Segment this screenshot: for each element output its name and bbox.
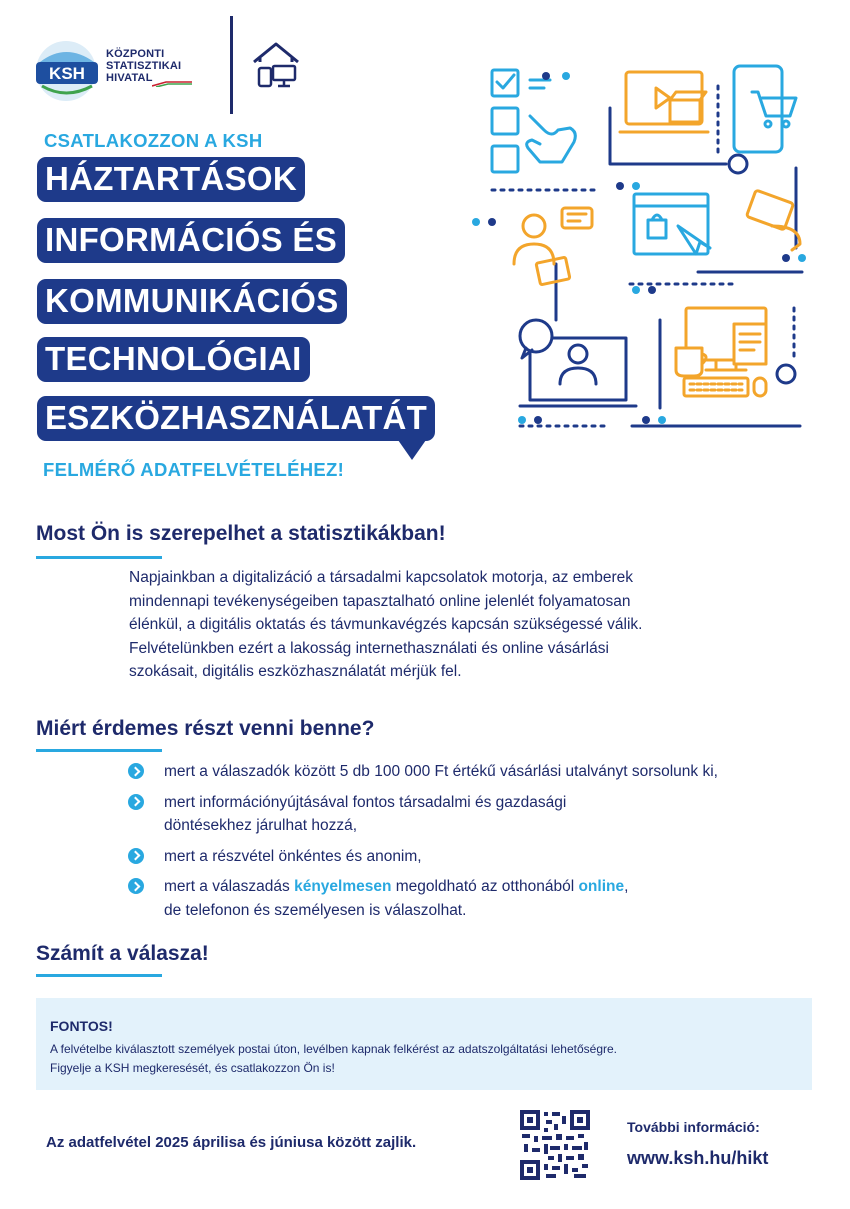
chevron-right-icon xyxy=(128,763,144,779)
title-subkicker: FELMÉRŐ ADATFELVÉTELÉHEZ! xyxy=(43,459,345,480)
heading-underline xyxy=(36,556,162,559)
chevron-right-icon xyxy=(128,848,144,864)
section-heading-participate: Most Ön is szerepelhet a statisztikákban! xyxy=(36,522,446,545)
title-line: KOMMUNIKÁCIÓS xyxy=(37,279,347,324)
credit-card-icon xyxy=(746,190,800,250)
desktop-office-icon xyxy=(676,308,766,396)
important-notice xyxy=(36,998,812,1090)
paragraph-line: Napjainkban a digitalizáció a társadalmi kapcsolatok motorja, az emberek xyxy=(129,569,634,586)
chevron-right-icon xyxy=(128,794,144,810)
bullet-text: de telefonon és személyesen is válaszolhat. xyxy=(164,901,467,919)
logo-line: STATISZTIKAI xyxy=(106,60,182,72)
title-kicker: CSATLAKOZZON A KSH xyxy=(44,130,263,151)
logo-abbr: KSH xyxy=(49,64,85,83)
bullet-text: mert a részvétel önkéntes és anonim, xyxy=(164,847,422,865)
bullet-text-part: mert a válaszadás xyxy=(164,878,295,895)
more-info-label: További információ: xyxy=(627,1119,760,1135)
section-heading-your-answer-matters: Számít a válasza! xyxy=(36,942,209,965)
paragraph-line: Felvételünkben ezért a lakosság internethasználati és online vásárlási xyxy=(129,639,609,657)
logo-text xyxy=(106,48,181,84)
speech-bubble-tail xyxy=(398,440,426,460)
home-devices-icon xyxy=(250,40,302,92)
ksh-logo xyxy=(34,36,234,106)
logo-line: KÖZPONTI xyxy=(106,48,165,60)
notice-title: FONTOS! xyxy=(50,1018,113,1034)
highlight-comfortably: kényelmesen xyxy=(294,878,392,895)
survey-period: Az adatfelvétel 2025 áprilisa és júniusa között zajlik. xyxy=(46,1134,417,1151)
reasons-list xyxy=(128,760,828,929)
section-heading-why: Miért érdemes részt venni benne? xyxy=(36,717,375,740)
web-shop-icon xyxy=(634,194,710,254)
bullet-text: döntésekhez járulhat hozzá, xyxy=(164,817,358,834)
video-call-icon xyxy=(520,320,636,406)
heading-underline xyxy=(36,749,162,752)
title-line: TECHNOLÓGIAI xyxy=(37,337,310,382)
list-item xyxy=(128,875,828,922)
paragraph-line: mindennapi tevékenységeiben tapasztalható online jelenlét folyamatosan xyxy=(129,592,631,610)
title-line: INFORMÁCIÓS ÉS xyxy=(37,218,345,263)
bullet-text-part: megoldható az otthonából xyxy=(391,878,579,895)
bullet-text xyxy=(164,875,828,899)
highlight-online: online xyxy=(578,878,625,895)
notice-line: A felvételbe kiválasztott személyek postai úton, levélben kapnak felkérést az adatszolgáltatási lehetőségre. xyxy=(50,1042,617,1056)
bullet-text: mert információnyújtásával fontos társadalmi és gazdasági xyxy=(164,793,567,811)
chat-person-icon xyxy=(514,208,592,285)
video-play-icon xyxy=(620,72,708,132)
title-line: ESZKÖZHASZNÁLATÁT xyxy=(37,396,435,441)
intro-paragraph xyxy=(129,566,769,684)
title-line: HÁZTARTÁSOK xyxy=(37,157,305,202)
heading-underline xyxy=(36,974,162,977)
chevron-right-icon xyxy=(128,878,144,894)
logo-line: HIVATAL xyxy=(106,72,153,84)
paragraph-line: szokásait, digitális eszközhasználatát mérjük fel. xyxy=(129,663,462,680)
more-info-link[interactable]: www.ksh.hu/hikt xyxy=(627,1148,769,1168)
list-item xyxy=(128,845,828,869)
checklist-touch-icon xyxy=(492,70,575,172)
list-item xyxy=(128,760,828,784)
header-divider xyxy=(230,16,233,114)
ksh-logo-badge xyxy=(34,40,100,102)
bullet-text: mert a válaszadók között 5 db 100 000 Ft értékű vásárlási utalványt sorsolunk ki, xyxy=(164,763,718,780)
notice-line: Figyelje a KSH megkeresését, és csatlakozzon Ön is! xyxy=(50,1061,335,1075)
digital-devices-illustration xyxy=(470,58,815,443)
paragraph-line: élénkül, a digitális oktatás és távmunkavégzés kapcsán szükségessé válik. xyxy=(129,616,643,633)
shopping-cart-icon xyxy=(734,66,796,152)
list-item xyxy=(128,791,828,838)
qr-code[interactable] xyxy=(520,1110,590,1180)
logo-flag-stripe xyxy=(152,81,192,87)
notice-text xyxy=(50,1040,617,1078)
bullet-text-part: , xyxy=(624,878,629,895)
